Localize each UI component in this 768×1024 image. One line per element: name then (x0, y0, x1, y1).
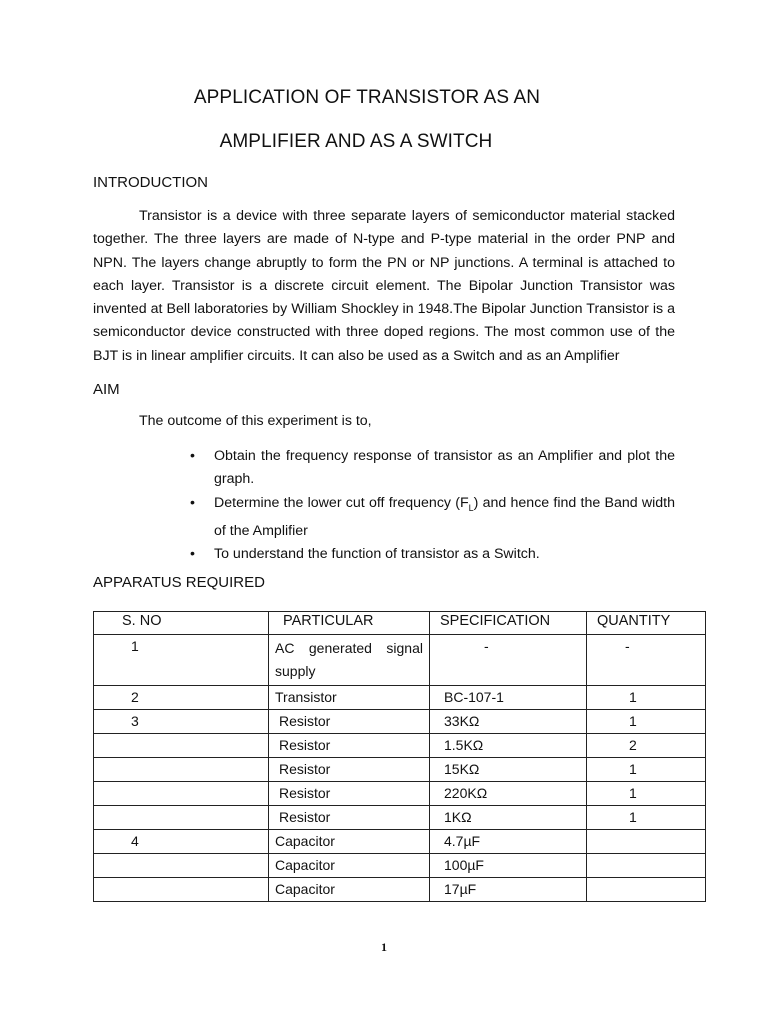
table-row (94, 686, 706, 710)
cell-particular: AC generated signal supply (269, 635, 430, 686)
cell-quantity: 1 (587, 686, 706, 710)
cell-sno: 2 (94, 686, 269, 710)
cell-particular: Capacitor (269, 878, 430, 902)
column-header-particular: PARTICULAR (269, 612, 430, 635)
cell-particular: Resistor (269, 734, 430, 758)
bullet-icon: • (190, 546, 195, 563)
introduction-text: Transistor is a device with three separate layers of semiconductor material stacked together. The three layers are made of N-type and P-type material in the order PNP and NPN. The layers change abruptly to form the PN or NP junctions. A terminal is attached to each layer. Transistor is a discrete circuit element. The Bipolar Junction Transistor was invented at Bell laboratories by William Shockley in 1948.The Bipolar Junction Transistor is a semiconductor device constructed with three doped regions. The most common use of the BJT is in linear amplifier circuits. It can also be used as a Switch and as an Amplifier (93, 208, 675, 364)
aim-item-text-part: Determine the lower cut off frequency (F (214, 494, 469, 511)
table-header-row (94, 612, 706, 635)
cell-specification: 100µF (430, 854, 587, 878)
cell-sno: 1 (94, 635, 269, 686)
cell-particular: Resistor (269, 710, 430, 734)
introduction-paragraph (93, 205, 675, 368)
cell-sno (94, 782, 269, 806)
cell-particular: Transistor (269, 686, 430, 710)
cell-quantity: 1 (587, 782, 706, 806)
cell-specification: 33KΩ (430, 710, 587, 734)
cell-particular: Resistor (269, 782, 430, 806)
table-row (94, 854, 706, 878)
cell-specification: 1.5KΩ (430, 734, 587, 758)
cell-particular: Resistor (269, 758, 430, 782)
table-row (94, 734, 706, 758)
cell-specification: 1KΩ (430, 806, 587, 830)
cell-sno: 3 (94, 710, 269, 734)
aim-intro: The outcome of this experiment is to, (139, 413, 372, 429)
cell-quantity (587, 830, 706, 854)
table-row (94, 830, 706, 854)
column-header-sno: S. NO (94, 612, 269, 635)
column-header-specification: SPECIFICATION (430, 612, 587, 635)
cell-specification: - (430, 635, 587, 686)
title-line-2: AMPLIFIER AND AS A SWITCH (219, 131, 493, 152)
table-row (94, 878, 706, 902)
cell-sno (94, 806, 269, 830)
aim-item (190, 492, 675, 543)
cell-sno (94, 734, 269, 758)
aim-item (190, 445, 675, 492)
cell-sno: 4 (94, 830, 269, 854)
cell-specification: 15KΩ (430, 758, 587, 782)
subscript: L (468, 502, 474, 513)
cell-specification: BC-107-1 (430, 686, 587, 710)
aim-item-text-part: ) and hence find the Band width of the Amplifier (214, 494, 675, 539)
apparatus-heading: APPARATUS REQUIRED (93, 574, 265, 591)
cell-particular: Capacitor (269, 854, 430, 878)
page-number: 1 (381, 940, 387, 954)
cell-quantity: 1 (587, 710, 706, 734)
aim-item-text (214, 495, 675, 539)
cell-sno (94, 854, 269, 878)
cell-particular: Resistor (269, 806, 430, 830)
cell-specification: 17µF (430, 878, 587, 902)
cell-quantity: 1 (587, 806, 706, 830)
cell-quantity (587, 878, 706, 902)
cell-sno (94, 878, 269, 902)
aim-list (190, 445, 675, 566)
introduction-heading: INTRODUCTION (93, 174, 208, 191)
bullet-icon: • (190, 494, 195, 511)
cell-specification: 220KΩ (430, 782, 587, 806)
cell-sno (94, 758, 269, 782)
cell-quantity: 1 (587, 758, 706, 782)
aim-heading: AIM (93, 381, 120, 398)
aim-item-text: Obtain the frequency response of transistor as an Amplifier and plot the graph. (214, 448, 675, 488)
title-line-1: APPLICATION OF TRANSISTOR AS AN (193, 87, 541, 108)
apparatus-table (93, 611, 706, 902)
column-header-quantity: QUANTITY (587, 612, 706, 635)
cell-quantity: 2 (587, 734, 706, 758)
cell-specification: 4.7µF (430, 830, 587, 854)
cell-particular: Capacitor (269, 830, 430, 854)
aim-item-text: To understand the function of transistor as a Switch. (214, 546, 540, 563)
table-row (94, 758, 706, 782)
table-row (94, 782, 706, 806)
cell-quantity (587, 854, 706, 878)
bullet-icon: • (190, 448, 195, 464)
table-row (94, 635, 706, 686)
table-row (94, 710, 706, 734)
aim-item (190, 543, 675, 566)
table-row (94, 806, 706, 830)
cell-quantity: - (587, 635, 706, 686)
